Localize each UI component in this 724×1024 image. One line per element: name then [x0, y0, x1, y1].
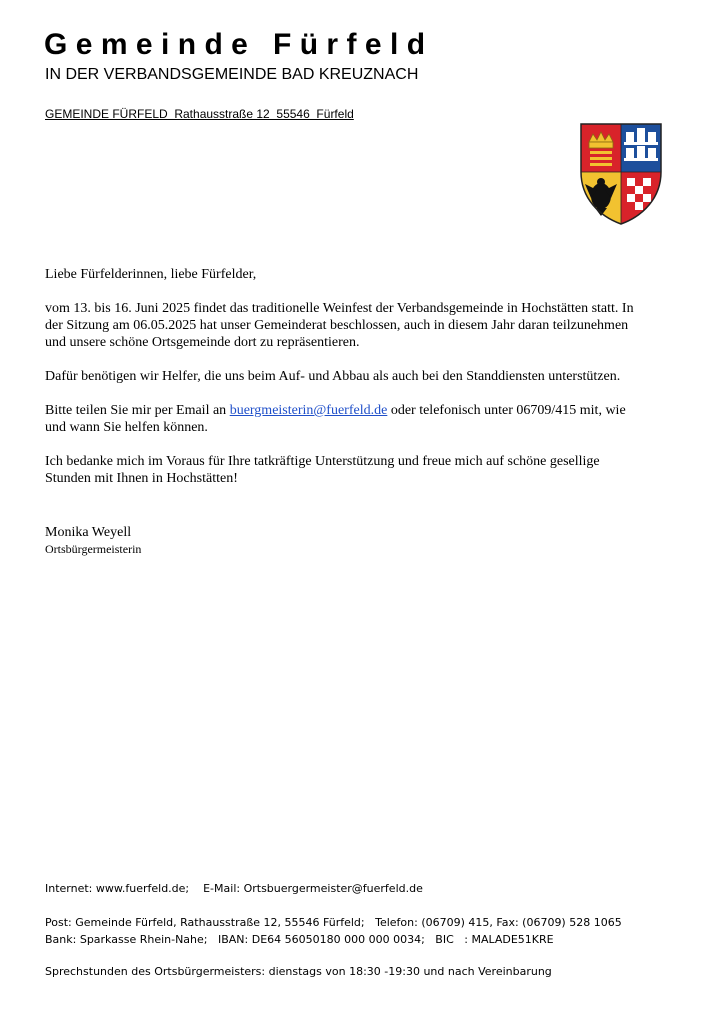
sender-address-line: GEMEINDE FÜRFELD Rathausstraße 12 55546 Fürfeld: [45, 107, 354, 121]
paragraph-weinfest: vom 13. bis 16. Juni 2025 findet das traditionelle Weinfest der Verbandsgemeinde in Hochstätten statt. In der Sitzung am 06.05.2025 hat unser Gemeinderat beschlossen, auch in diesem Jahr daran teilzunehmen und unsere schöne Ortsgemeinde dort zu repräsentieren.: [45, 301, 634, 350]
municipality-title: Gemeinde Fürfeld: [44, 28, 434, 61]
paragraph-thanks: Ich bedanke mich im Voraus für Ihre tatkräftige Unterstützung und freue mich auf schöne gesellige Stunden mit Ihnen in Hochstätten!: [45, 454, 600, 486]
contact-text-after: oder telefonisch unter 06709/415 mit, wie und wann Sie helfen können.: [45, 403, 626, 435]
footer-hours: Sprechstunden des Ortsbürgermeisters: dienstags von 18:30 -19:30 und nach Vereinbarung: [45, 965, 552, 978]
coat-of-arms-icon: [575, 120, 667, 226]
signature-role: Ortsbürgermeisterin: [45, 542, 142, 556]
letter-body: [45, 266, 645, 504]
signature-name: Monika Weyell: [45, 525, 132, 540]
footer-bank: Bank: Sparkasse Rhein-Nahe; IBAN: DE64 56050180 000 000 0034; BIC : MALADE51KRE: [45, 933, 554, 946]
tower-icon: [624, 128, 658, 161]
paragraph-helpers: Dafür benötigen wir Helfer, die uns beim Auf- und Abbau als auch bei den Standdiensten unterstützen.: [45, 369, 621, 384]
municipality-subtitle: IN DER VERBANDSGEMEINDE BAD KREUZNACH: [45, 66, 419, 83]
contact-text-before: Bitte teilen Sie mir per Email an: [45, 403, 230, 418]
footer-internet: Internet: www.fuerfeld.de; E-Mail: Ortsbuergermeister@fuerfeld.de: [45, 882, 423, 895]
salutation: Liebe Fürfelderinnen, liebe Fürfelder,: [45, 267, 257, 282]
email-link[interactable]: buergmeisterin@fuerfeld.de: [229, 403, 388, 418]
footer-post: Post: Gemeinde Fürfeld, Rathausstraße 12, 55546 Fürfeld; Telefon: (06709) 415, Fax: (06709) 528 1065: [45, 916, 622, 929]
paragraph-contact: [45, 402, 645, 436]
